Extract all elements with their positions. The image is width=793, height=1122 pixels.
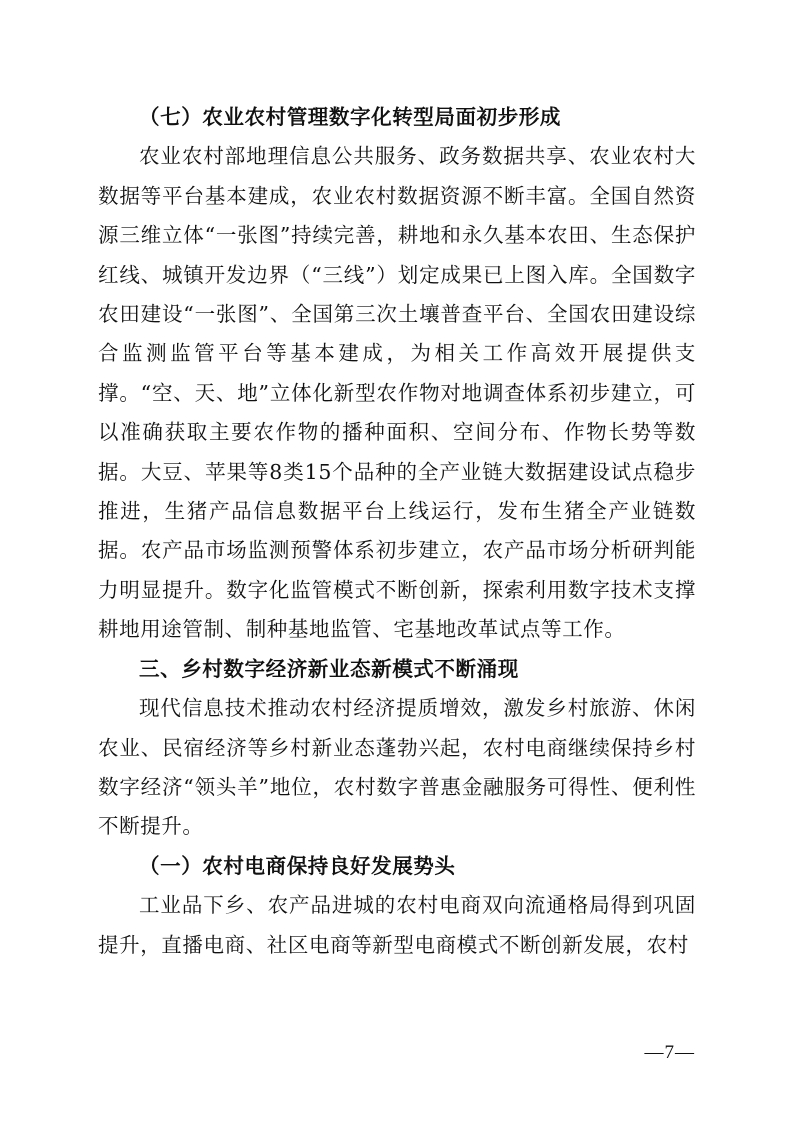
paragraph-rural-digital-economy: 现代信息技术推动农村经济提质增效，激发乡村旅游、休闲农业、民宿经济等乡村新业态蓬勃兴起，农村电商继续保持乡村数字经济“领头羊”地位，农村数字普惠金融服务可得性、便利性不断提升。 [98, 696, 696, 839]
section-subheading-7: （七）农业农村管理数字化转型局面初步形成 [139, 105, 561, 129]
section-heading-3: 三、乡村数字经济新业态新模式不断涌现 [139, 656, 519, 681]
page-number: —7— [644, 1042, 695, 1063]
paragraph-rural-ecommerce: 工业品下乡、农产品进城的农村电商双向流通格局得到巩固提升，直播电商、社区电商等新型电商模式不断创新发展，农村 [98, 893, 696, 957]
document-body [98, 98, 696, 965]
paragraph-digital-management: 农业农村部地理信息公共服务、政务数据共享、农业农村大数据等平台基本建成，农业农村数据资源不断丰富。全国自然资源三维立体“一张图”持续完善，耕地和永久基本农田、生态保护红线、城镇开发边界（“三线”）划定成果已上图入库。全国数字农田建设“一张图”、全国第三次土壤普查平台、全国农田建设综合监测监管平台等基本建成，为相关工作高效开展提供支撑。“空、天、地”立体化新型农作物对地调查体系初步建立，可以准确获取主要农作物的播种面积、空间分布、作物长势等数据。大豆、苹果等8类15个品种的全产业链大数据建设试点稳步推进，生猪产品信息数据平台上线运行，发布生猪全产业链数据。农产品市场监测预警体系初步建立，农产品市场分析研判能力明显提升。数字化监管模式不断创新，探索利用数字技术支撑耕地用途管制、制种基地监管、宅基地改革试点等工作。 [98, 144, 696, 642]
section-subheading-1: （一）农村电商保持良好发展势头 [139, 853, 456, 878]
